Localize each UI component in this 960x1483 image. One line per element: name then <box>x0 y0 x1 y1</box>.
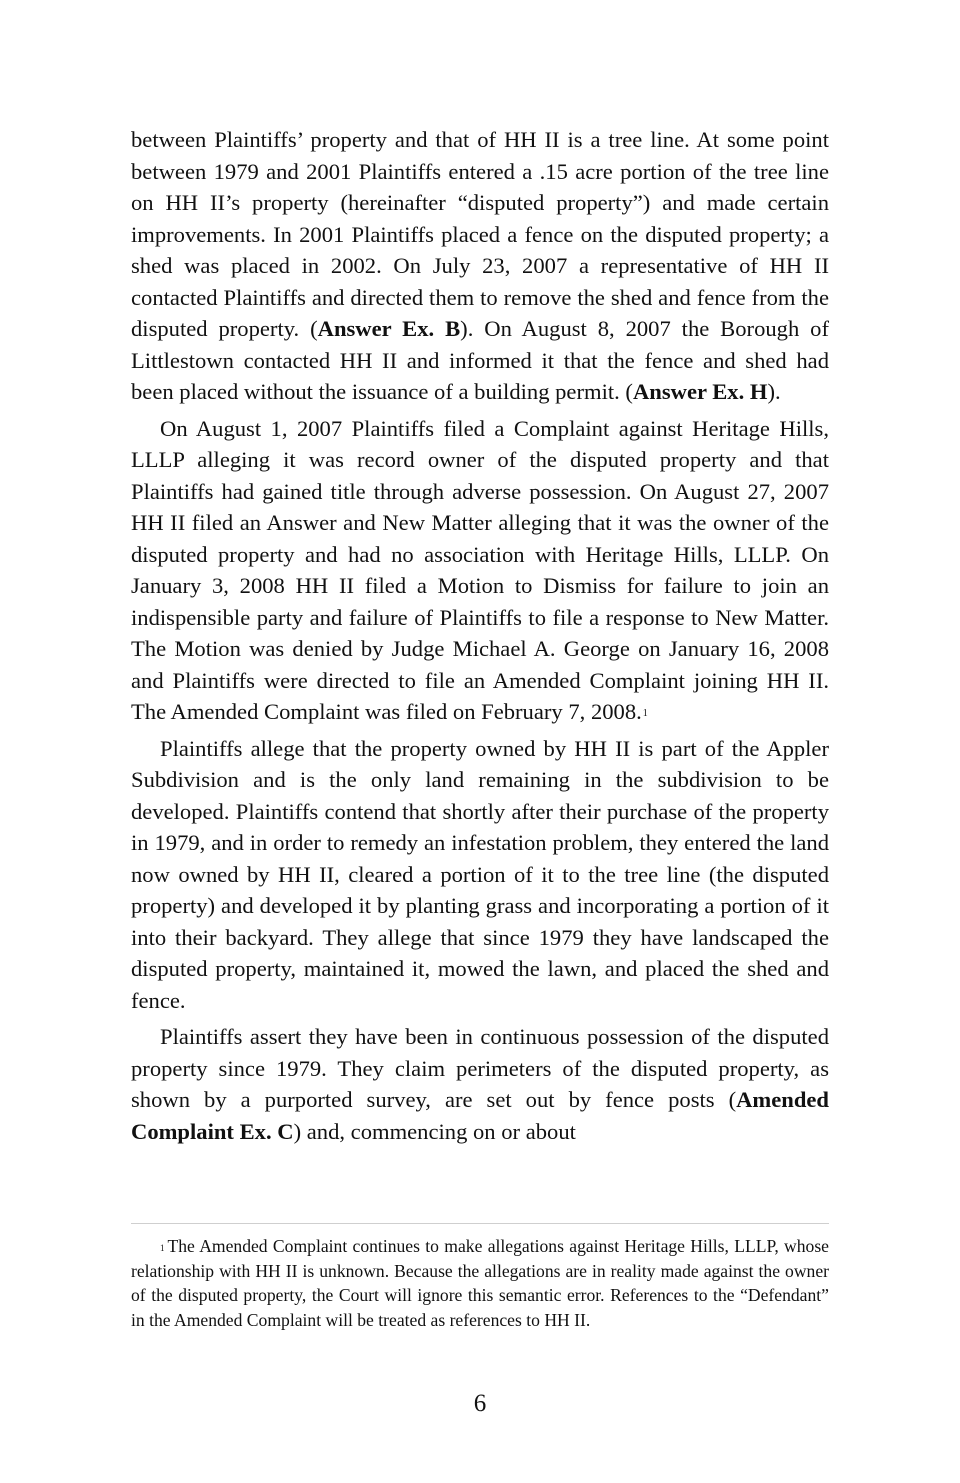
footnote <box>131 1234 829 1332</box>
answer-ex-h-citation: Answer Ex. H <box>632 379 768 404</box>
paragraph-4-text-b: ) and, commencing on or about <box>293 1118 576 1144</box>
answer-ex-b-citation: Answer Ex. B <box>317 316 461 341</box>
paragraph-1-text-b: ). On August 8, 2007 the Borough of Littlestown contacted HH II and informed it that the fence and shed had been placed without the issuance of a building permit. ( <box>131 316 829 404</box>
paragraph-1-text-c: ). <box>767 379 781 404</box>
paragraph-2-text: On August 1, 2007 Plaintiffs filed a Complaint against Heritage Hills, LLLP alleging it was record owner of the disputed property and that Plaintiffs had gained title through adverse possession. On August 27, 2007 HH II filed an Answer and New Matter alleging that it was the owner of the disputed property and had no association with Heritage Hills, LLLP. On January 3, 2008 HH II filed a Motion to Dismiss for failure to join an indispensible party and failure of Plaintiffs to file a response to New Matter. The Motion was denied by Judge Michael A. George on January 16, 2008 and Plaintiffs were directed to file an Amended Complaint joining HH II. The Amended Complaint was filed on February 7, 2008. <box>131 415 829 724</box>
footnote-divider <box>131 1223 829 1224</box>
paragraph-3 <box>131 733 829 1017</box>
paragraph-4 <box>131 1021 829 1147</box>
page-number: 6 <box>473 1390 487 1417</box>
document-body <box>131 124 829 1152</box>
footnote-text: The Amended Complaint continues to make allegations against Heritage Hills, LLLP, whose relationship with HH II is unknown. Because the allegations are in reality made against the owner of the disputed property, the Court will ignore this semantic error. References to the “Defendant” in the Amended Complaint will be treated as references to HH II. <box>131 1236 829 1330</box>
footnote-reference[interactable]: 1 <box>642 708 648 719</box>
paragraph-3-text: Plaintiffs allege that the property owned by HH II is part of the Appler Subdivision and is the only land remaining in the subdivision to be developed. Plaintiffs contend that shortly after their purchase of the property in 1979, and in order to remedy an infestation problem, they entered the land now owned by HH II, cleared a portion of it to the tree line (the disputed property) and developed it by planting grass and incorporating a portion of it into their backyard. They allege that since 1979 they have landscaped the disputed property, maintained it, mowed the lawn, and placed the shed and fence. <box>131 735 829 1013</box>
amended-complaint-ex-c-citation: Amended Complaint Ex. C <box>131 1087 829 1144</box>
footnote-mark: 1 <box>160 1243 165 1253</box>
paragraph-4-text-a: Plaintiffs assert they have been in continuous possession of the disputed property since 1979. They claim perimeters of the disputed property, as shown by a purported survey, are set out by fence posts ( <box>131 1024 829 1112</box>
paragraph-2 <box>131 413 829 728</box>
paragraph-1 <box>131 124 829 408</box>
paragraph-1-text-a: between Plaintiffs’ property and that of HH II is a tree line. At some point between 1979 and 2001 Plaintiffs entered a .15 acre portion of the tree line on HH II’s property (hereinafter “disputed property”) and made certain improvements. In 2001 Plaintiffs placed a fence on the disputed property; a shed was placed in 2002. On July 23, 2007 a representative of HH II contacted Plaintiffs and directed them to remove the shed and fence from the disputed property. ( <box>131 127 829 341</box>
